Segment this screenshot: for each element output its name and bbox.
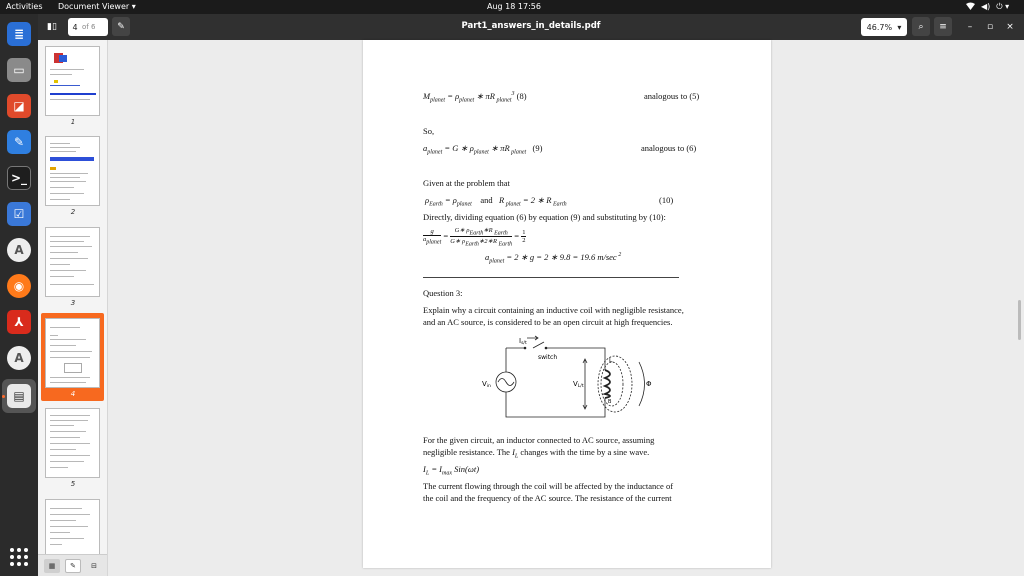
analogous-note-5: analogous to (5) [644,91,700,101]
thumbnail-label: 5 [70,480,76,488]
search-icon: ⌕ [918,21,924,32]
software-center-icon[interactable]: A [7,238,31,262]
circuit-diagram [475,332,665,428]
question-3-heading: Question 3: [423,288,463,298]
thumbnail-page-3[interactable] [45,227,100,297]
given-text: Given at the problem that [423,178,510,188]
sidebar-view-switcher [38,554,108,576]
page-selector[interactable] [68,18,108,36]
thumb-logo-2 [59,55,67,62]
current-arrow [527,336,538,340]
annotation-icon: ✎ [70,562,76,570]
thumbnail-label: 1 [70,118,76,126]
header-bar [38,14,1024,40]
volume-icon: ◀) [981,2,991,11]
annotate-button[interactable] [112,17,130,36]
power-icon: ⏻ ▾ [996,2,1010,11]
thumbnail-sidebar[interactable] [38,40,108,576]
network-icon [966,2,975,12]
inductor-label: L [609,357,613,364]
separator-line [423,277,679,278]
tasks-icon[interactable]: ☑ [7,202,31,226]
dock [0,14,38,576]
files-icon[interactable]: ▭ [7,58,31,82]
equation-8: $M_{planet} = \rho_{planet}$ ∗ πR $_{planet}^3$ (8) [423,91,527,104]
sidebar-toggle-button[interactable] [42,17,62,36]
paragraph-line-2: negligible resistance. The $I_L$ changes with the time by a sine wave. [423,447,650,460]
top-bar [0,0,1024,14]
thumbnail-page-4[interactable] [45,318,100,388]
conclusion-line-2: the coil and the frequency of the AC source. The resistance of the current [423,493,672,503]
text-editor-icon[interactable]: ✎ [7,130,31,154]
current-equation: $I_L = I_{max}$ Sin(ωt) [423,464,480,477]
grid-icon: ▦ [48,562,56,570]
document-view[interactable] [109,40,1024,576]
question-text-line-2: and an AC source, is considered to be an open circuit at high frequencies. [423,317,673,327]
firefox-icon[interactable]: ◉ [7,274,31,298]
thumbnail-page-2[interactable] [45,136,100,206]
writer-icon[interactable]: ≣ [7,22,31,46]
field-line-outer [598,356,632,412]
thumbnail-page-1[interactable] [45,46,100,116]
maximize-icon: ▫ [986,21,994,32]
result-equation: $a_{planet} = 2$ ∗ g = 2 ∗ 9.8 = 19.6 m/sec $^2$ [485,252,622,265]
field-label: B [608,399,612,405]
zoom-selector[interactable] [861,18,907,36]
directly-text: Directly, dividing equation (6) by equation (9) and substituting by (10): [423,212,666,222]
switch-label: switch [538,354,558,361]
question-text-line-1: Explain why a circuit containing an inductive coil with negligible resistance, [423,305,684,315]
close-button[interactable] [1002,17,1018,36]
acrobat-icon[interactable]: ⅄ [7,310,31,334]
source-voltage-label: Vin [482,380,491,389]
maximize-button[interactable] [982,17,998,36]
show-apps-icon[interactable] [10,548,28,566]
flux-label: Φ [646,380,652,388]
sine-wave-icon [498,379,514,386]
paragraph-line-1: For the given circuit, an inductor connected to AC source, assuming [423,435,655,445]
clock[interactable]: Aug 18 17:56 [487,2,541,11]
pdf-page [363,40,771,568]
hamburger-icon: ≡ [939,21,947,32]
software-updater-icon[interactable]: A [7,346,31,370]
terminal-icon[interactable]: >_ [7,166,31,190]
field-line-inner [601,362,623,406]
activities-button[interactable]: Activities [6,2,43,11]
sidebar-icon: ▮▯ [47,21,57,32]
equation-10: $\rho_{Earth} = \rho_{planet}$ and R $_{planet}$ = 2 ∗ R $_{Earth}$ [425,195,567,208]
document-title: Part1_answers_in_details.pdf [461,21,601,31]
thumbnail-label: 3 [70,299,76,307]
inductor-voltage-label: VL/t [573,380,584,389]
document-viewer-icon[interactable]: ▤ [7,384,31,408]
running-indicator [2,395,5,398]
equation-9: $a_{planet} = G$ ∗ $\rho_{planet}$ ∗ πR $_{planet}$ (9) [423,143,543,156]
conclusion-line-1: The current flowing through the coil will be affected by the inductance of [423,481,674,491]
minimize-button[interactable] [962,17,978,36]
close-icon: × [1006,21,1014,32]
analogous-note-6: analogous to (6) [641,143,697,153]
minimize-icon: – [967,21,973,32]
page-number-input[interactable]: 4 [72,22,78,32]
bookmark-icon: ⊟ [91,562,97,570]
wire-bottom [506,392,605,417]
inductor-coil [605,370,610,398]
chevron-down-icon: ▾ [897,22,902,32]
annotations-view-button[interactable] [65,559,81,573]
thumbnail-label: 4 [70,390,76,398]
system-menu[interactable] [966,2,1009,12]
search-button[interactable] [912,17,930,36]
page-count: of 6 [82,23,96,31]
vertical-scrollbar[interactable] [1018,300,1021,340]
so-text: So, [423,126,435,136]
flux-arrow [639,362,645,406]
impress-icon[interactable]: ◪ [7,94,31,118]
zoom-value: 46.7% [866,22,893,32]
equation-10-number: (10) [659,195,674,205]
thumbnail-label: 2 [70,208,76,216]
thumbnails-view-button[interactable] [44,559,60,573]
current-label: Is/t [519,337,527,346]
bookmarks-view-button[interactable] [86,559,102,573]
pencil-icon: ✎ [117,21,125,32]
menu-button[interactable] [934,17,952,36]
app-menu[interactable]: Document Viewer ▾ [58,2,136,11]
thumbnail-page-5[interactable] [45,408,100,478]
switch-lever [533,342,544,348]
ratio-equation: $\frac{g}{a_{planet}}$ = $\frac{G∗ \rho_{Earth}∗R _{Earth}}{G∗ \rho_{Earth}∗2∗R _{Earth}}$ = $\frac{1}{2}$ [423,227,526,248]
